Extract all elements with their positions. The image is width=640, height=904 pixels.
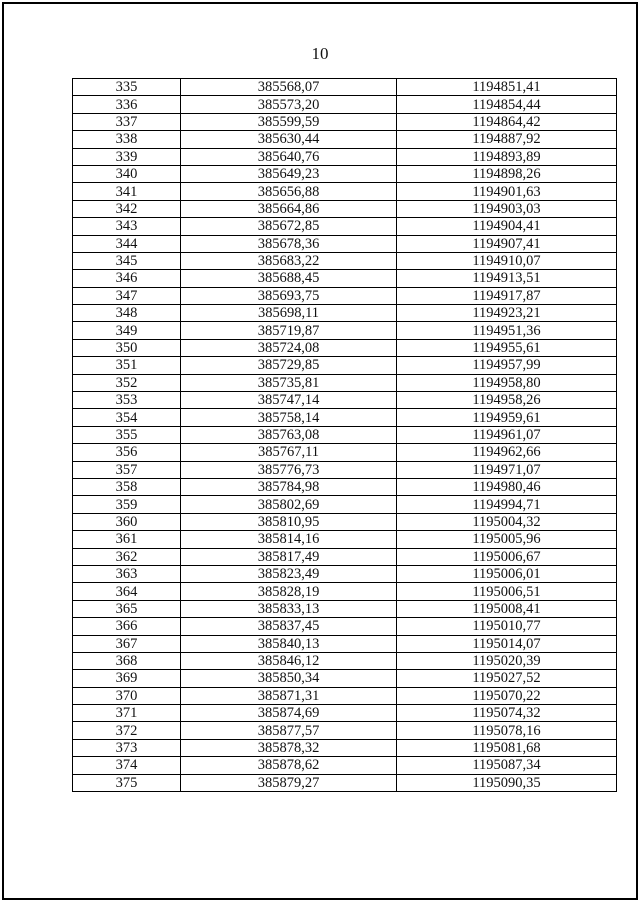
point-number-cell: 341 bbox=[73, 183, 181, 200]
x-coordinate-cell: 385599,59 bbox=[181, 113, 397, 130]
table-row bbox=[73, 531, 617, 548]
x-coordinate-cell: 385573,20 bbox=[181, 96, 397, 113]
y-coordinate-cell: 1194962,66 bbox=[397, 444, 617, 461]
table-row bbox=[73, 565, 617, 582]
table-row bbox=[73, 670, 617, 687]
table-row bbox=[73, 79, 617, 96]
table-row bbox=[73, 496, 617, 513]
y-coordinate-cell: 1194951,36 bbox=[397, 322, 617, 339]
point-number-cell: 352 bbox=[73, 374, 181, 391]
point-number-cell: 346 bbox=[73, 270, 181, 287]
point-number-cell: 375 bbox=[73, 774, 181, 791]
point-number-cell: 355 bbox=[73, 426, 181, 443]
y-coordinate-cell: 1194980,46 bbox=[397, 478, 617, 495]
point-number-cell: 344 bbox=[73, 235, 181, 252]
x-coordinate-cell: 385840,13 bbox=[181, 635, 397, 652]
y-coordinate-cell: 1195008,41 bbox=[397, 600, 617, 617]
y-coordinate-cell: 1194864,42 bbox=[397, 113, 617, 130]
point-number-cell: 357 bbox=[73, 461, 181, 478]
point-number-cell: 340 bbox=[73, 165, 181, 182]
point-number-cell: 364 bbox=[73, 583, 181, 600]
table-row bbox=[73, 374, 617, 391]
table-row bbox=[73, 357, 617, 374]
table-row bbox=[73, 252, 617, 269]
table-row bbox=[73, 705, 617, 722]
coordinates-table-body bbox=[73, 79, 617, 792]
y-coordinate-cell: 1194958,80 bbox=[397, 374, 617, 391]
x-coordinate-cell: 385758,14 bbox=[181, 409, 397, 426]
y-coordinate-cell: 1195087,34 bbox=[397, 757, 617, 774]
table-row bbox=[73, 618, 617, 635]
table-row bbox=[73, 165, 617, 182]
table-row bbox=[73, 461, 617, 478]
point-number-cell: 342 bbox=[73, 200, 181, 217]
x-coordinate-cell: 385729,85 bbox=[181, 357, 397, 374]
table-row bbox=[73, 583, 617, 600]
y-coordinate-cell: 1194901,63 bbox=[397, 183, 617, 200]
y-coordinate-cell: 1194961,07 bbox=[397, 426, 617, 443]
x-coordinate-cell: 385568,07 bbox=[181, 79, 397, 96]
point-number-cell: 360 bbox=[73, 513, 181, 530]
x-coordinate-cell: 385874,69 bbox=[181, 705, 397, 722]
table-row bbox=[73, 270, 617, 287]
table-row bbox=[73, 287, 617, 304]
x-coordinate-cell: 385693,75 bbox=[181, 287, 397, 304]
coordinates-table bbox=[72, 78, 617, 792]
y-coordinate-cell: 1195081,68 bbox=[397, 739, 617, 756]
y-coordinate-cell: 1195090,35 bbox=[397, 774, 617, 791]
x-coordinate-cell: 385735,81 bbox=[181, 374, 397, 391]
y-coordinate-cell: 1195014,07 bbox=[397, 635, 617, 652]
y-coordinate-cell: 1195027,52 bbox=[397, 670, 617, 687]
table-row bbox=[73, 322, 617, 339]
table-row bbox=[73, 218, 617, 235]
y-coordinate-cell: 1194913,51 bbox=[397, 270, 617, 287]
point-number-cell: 358 bbox=[73, 478, 181, 495]
point-number-cell: 349 bbox=[73, 322, 181, 339]
page-number: 10 bbox=[311, 44, 329, 63]
x-coordinate-cell: 385776,73 bbox=[181, 461, 397, 478]
point-number-cell: 365 bbox=[73, 600, 181, 617]
point-number-cell: 336 bbox=[73, 96, 181, 113]
point-number-cell: 374 bbox=[73, 757, 181, 774]
table-row bbox=[73, 722, 617, 739]
point-number-cell: 353 bbox=[73, 392, 181, 409]
table-row bbox=[73, 513, 617, 530]
y-coordinate-cell: 1194917,87 bbox=[397, 287, 617, 304]
table-row bbox=[73, 739, 617, 756]
table-row bbox=[73, 635, 617, 652]
point-number-cell: 356 bbox=[73, 444, 181, 461]
point-number-cell: 350 bbox=[73, 339, 181, 356]
y-coordinate-cell: 1194923,21 bbox=[397, 305, 617, 322]
x-coordinate-cell: 385678,36 bbox=[181, 235, 397, 252]
y-coordinate-cell: 1194893,89 bbox=[397, 148, 617, 165]
y-coordinate-cell: 1194887,92 bbox=[397, 131, 617, 148]
x-coordinate-cell: 385784,98 bbox=[181, 478, 397, 495]
y-coordinate-cell: 1194994,71 bbox=[397, 496, 617, 513]
y-coordinate-cell: 1194955,61 bbox=[397, 339, 617, 356]
y-coordinate-cell: 1195074,32 bbox=[397, 705, 617, 722]
y-coordinate-cell: 1195006,67 bbox=[397, 548, 617, 565]
table-row bbox=[73, 339, 617, 356]
table-row bbox=[73, 687, 617, 704]
y-coordinate-cell: 1194904,41 bbox=[397, 218, 617, 235]
table-row bbox=[73, 409, 617, 426]
y-coordinate-cell: 1194959,61 bbox=[397, 409, 617, 426]
y-coordinate-cell: 1194971,07 bbox=[397, 461, 617, 478]
x-coordinate-cell: 385846,12 bbox=[181, 652, 397, 669]
point-number-cell: 337 bbox=[73, 113, 181, 130]
x-coordinate-cell: 385879,27 bbox=[181, 774, 397, 791]
point-number-cell: 345 bbox=[73, 252, 181, 269]
y-coordinate-cell: 1195020,39 bbox=[397, 652, 617, 669]
point-number-cell: 373 bbox=[73, 739, 181, 756]
y-coordinate-cell: 1195010,77 bbox=[397, 618, 617, 635]
table-row bbox=[73, 200, 617, 217]
point-number-cell: 338 bbox=[73, 131, 181, 148]
y-coordinate-cell: 1195004,32 bbox=[397, 513, 617, 530]
point-number-cell: 368 bbox=[73, 652, 181, 669]
x-coordinate-cell: 385810,95 bbox=[181, 513, 397, 530]
point-number-cell: 371 bbox=[73, 705, 181, 722]
y-coordinate-cell: 1195006,51 bbox=[397, 583, 617, 600]
x-coordinate-cell: 385688,45 bbox=[181, 270, 397, 287]
table-row bbox=[73, 600, 617, 617]
point-number-cell: 361 bbox=[73, 531, 181, 548]
x-coordinate-cell: 385683,22 bbox=[181, 252, 397, 269]
table-row bbox=[73, 426, 617, 443]
table-row bbox=[73, 392, 617, 409]
x-coordinate-cell: 385850,34 bbox=[181, 670, 397, 687]
point-number-cell: 347 bbox=[73, 287, 181, 304]
table-row bbox=[73, 183, 617, 200]
y-coordinate-cell: 1194907,41 bbox=[397, 235, 617, 252]
table-row bbox=[73, 235, 617, 252]
x-coordinate-cell: 385630,44 bbox=[181, 131, 397, 148]
point-number-cell: 343 bbox=[73, 218, 181, 235]
point-number-cell: 367 bbox=[73, 635, 181, 652]
y-coordinate-cell: 1194851,41 bbox=[397, 79, 617, 96]
table-row bbox=[73, 444, 617, 461]
table-row bbox=[73, 774, 617, 791]
point-number-cell: 348 bbox=[73, 305, 181, 322]
y-coordinate-cell: 1194958,26 bbox=[397, 392, 617, 409]
table-row bbox=[73, 96, 617, 113]
x-coordinate-cell: 385719,87 bbox=[181, 322, 397, 339]
point-number-cell: 354 bbox=[73, 409, 181, 426]
x-coordinate-cell: 385828,19 bbox=[181, 583, 397, 600]
x-coordinate-cell: 385817,49 bbox=[181, 548, 397, 565]
y-coordinate-cell: 1195070,22 bbox=[397, 687, 617, 704]
point-number-cell: 363 bbox=[73, 565, 181, 582]
table-row bbox=[73, 305, 617, 322]
x-coordinate-cell: 385871,31 bbox=[181, 687, 397, 704]
x-coordinate-cell: 385747,14 bbox=[181, 392, 397, 409]
y-coordinate-cell: 1194898,26 bbox=[397, 165, 617, 182]
x-coordinate-cell: 385823,49 bbox=[181, 565, 397, 582]
y-coordinate-cell: 1195005,96 bbox=[397, 531, 617, 548]
table-row bbox=[73, 652, 617, 669]
table-row bbox=[73, 148, 617, 165]
x-coordinate-cell: 385724,08 bbox=[181, 339, 397, 356]
x-coordinate-cell: 385672,85 bbox=[181, 218, 397, 235]
document-page bbox=[2, 2, 638, 900]
x-coordinate-cell: 385833,13 bbox=[181, 600, 397, 617]
point-number-cell: 339 bbox=[73, 148, 181, 165]
point-number-cell: 335 bbox=[73, 79, 181, 96]
point-number-cell: 362 bbox=[73, 548, 181, 565]
table-row bbox=[73, 131, 617, 148]
x-coordinate-cell: 385763,08 bbox=[181, 426, 397, 443]
table-row bbox=[73, 113, 617, 130]
point-number-cell: 372 bbox=[73, 722, 181, 739]
point-number-cell: 351 bbox=[73, 357, 181, 374]
x-coordinate-cell: 385878,62 bbox=[181, 757, 397, 774]
x-coordinate-cell: 385649,23 bbox=[181, 165, 397, 182]
table-row bbox=[73, 757, 617, 774]
x-coordinate-cell: 385640,76 bbox=[181, 148, 397, 165]
x-coordinate-cell: 385698,11 bbox=[181, 305, 397, 322]
x-coordinate-cell: 385656,88 bbox=[181, 183, 397, 200]
x-coordinate-cell: 385878,32 bbox=[181, 739, 397, 756]
y-coordinate-cell: 1194854,44 bbox=[397, 96, 617, 113]
x-coordinate-cell: 385837,45 bbox=[181, 618, 397, 635]
point-number-cell: 366 bbox=[73, 618, 181, 635]
x-coordinate-cell: 385664,86 bbox=[181, 200, 397, 217]
x-coordinate-cell: 385814,16 bbox=[181, 531, 397, 548]
y-coordinate-cell: 1194903,03 bbox=[397, 200, 617, 217]
point-number-cell: 370 bbox=[73, 687, 181, 704]
x-coordinate-cell: 385877,57 bbox=[181, 722, 397, 739]
table-row bbox=[73, 548, 617, 565]
y-coordinate-cell: 1194957,99 bbox=[397, 357, 617, 374]
y-coordinate-cell: 1195078,16 bbox=[397, 722, 617, 739]
x-coordinate-cell: 385767,11 bbox=[181, 444, 397, 461]
table-row bbox=[73, 478, 617, 495]
x-coordinate-cell: 385802,69 bbox=[181, 496, 397, 513]
y-coordinate-cell: 1195006,01 bbox=[397, 565, 617, 582]
point-number-cell: 369 bbox=[73, 670, 181, 687]
y-coordinate-cell: 1194910,07 bbox=[397, 252, 617, 269]
point-number-cell: 359 bbox=[73, 496, 181, 513]
